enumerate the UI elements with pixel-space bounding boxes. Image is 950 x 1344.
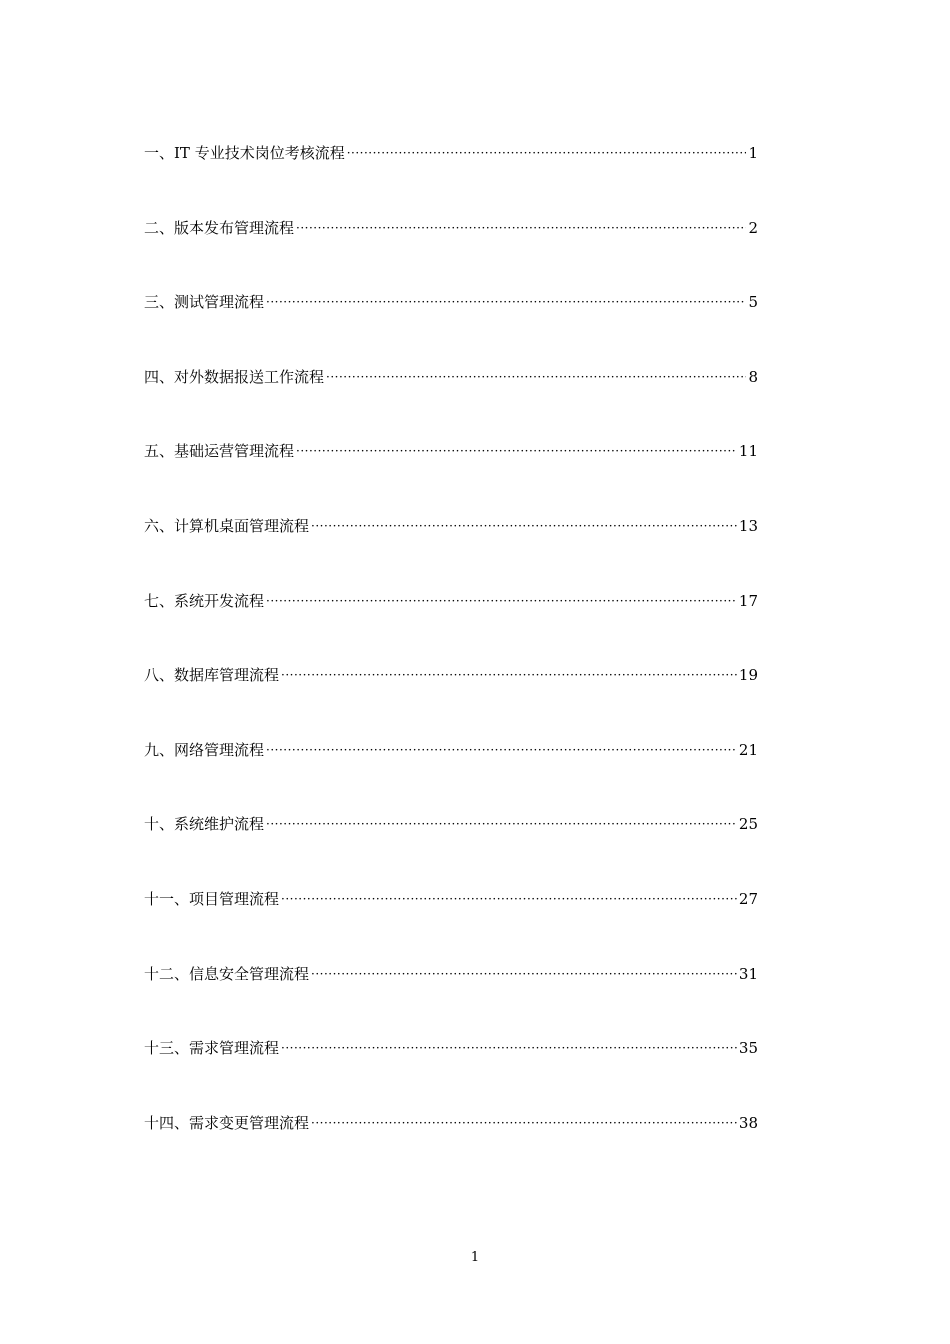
toc-entry-page-number: 25 <box>738 815 758 834</box>
toc-entry <box>144 962 758 1037</box>
toc-entry <box>144 738 758 813</box>
toc-entry-title: 十二、信息安全管理流程 <box>144 964 310 983</box>
toc-entry-title: 五、基础运营管理流程 <box>144 442 295 461</box>
toc-dot-leader <box>281 1036 737 1060</box>
toc-entry-title: 十一、项目管理流程 <box>144 889 280 908</box>
toc-dot-leader <box>281 663 737 687</box>
toc-entry-page-number: 2 <box>748 218 758 237</box>
toc-entry <box>144 589 758 664</box>
toc-entry-page-number: 1 <box>748 144 758 162</box>
toc-entry-page-number: 13 <box>738 516 758 535</box>
toc-entry <box>144 663 758 738</box>
toc-entry-page-number: 19 <box>738 666 758 685</box>
table-of-contents <box>144 141 758 1185</box>
toc-dot-leader <box>281 887 737 911</box>
toc-entry <box>144 1036 758 1111</box>
toc-entry <box>144 887 758 962</box>
toc-dot-leader <box>311 1111 737 1135</box>
toc-entry <box>144 514 758 589</box>
toc-entry-page-number: 35 <box>738 1039 758 1058</box>
toc-dot-leader <box>296 439 737 463</box>
toc-entry-page-number: 31 <box>738 964 758 983</box>
toc-entry <box>144 365 758 440</box>
toc-entry-page-number: 17 <box>738 591 758 610</box>
toc-entry <box>144 290 758 365</box>
toc-entry-page-number: 27 <box>738 889 758 908</box>
toc-dot-leader <box>296 216 746 240</box>
toc-entry-page-number: 38 <box>738 1113 758 1132</box>
toc-dot-leader <box>347 141 747 165</box>
toc-entry <box>144 216 758 291</box>
toc-entry-page-number: 11 <box>738 442 758 461</box>
toc-entry-title: 八、数据库管理流程 <box>144 666 280 685</box>
toc-dot-leader <box>266 589 737 613</box>
toc-dot-leader <box>326 365 746 389</box>
toc-entry <box>144 812 758 887</box>
toc-entry-title: 九、网络管理流程 <box>144 740 265 759</box>
toc-entry <box>144 141 758 216</box>
toc-dot-leader <box>311 514 737 538</box>
toc-entry-title: 三、测试管理流程 <box>144 293 265 312</box>
toc-entry-title: 二、版本发布管理流程 <box>144 218 295 237</box>
toc-entry <box>144 439 758 514</box>
toc-entry <box>144 1111 758 1186</box>
toc-entry-title: 十、系统维护流程 <box>144 815 265 834</box>
toc-entry-title: 十四、需求变更管理流程 <box>144 1113 310 1132</box>
toc-entry-title: 十三、需求管理流程 <box>144 1039 280 1058</box>
toc-entry-page-number: 8 <box>748 367 758 386</box>
toc-entry-title: 六、计算机桌面管理流程 <box>144 516 310 535</box>
toc-dot-leader <box>311 962 737 986</box>
toc-dot-leader <box>266 738 737 762</box>
toc-entry-title: 一、IT 专业技术岗位考核流程 <box>144 144 345 162</box>
toc-entry-page-number: 21 <box>738 740 758 759</box>
toc-dot-leader <box>266 290 746 314</box>
toc-entry-page-number: 5 <box>748 293 758 312</box>
page-number: 1 <box>470 1250 480 1265</box>
toc-entry-title: 四、对外数据报送工作流程 <box>144 367 325 386</box>
toc-entry-title: 七、系统开发流程 <box>144 591 265 610</box>
toc-dot-leader <box>266 812 737 836</box>
